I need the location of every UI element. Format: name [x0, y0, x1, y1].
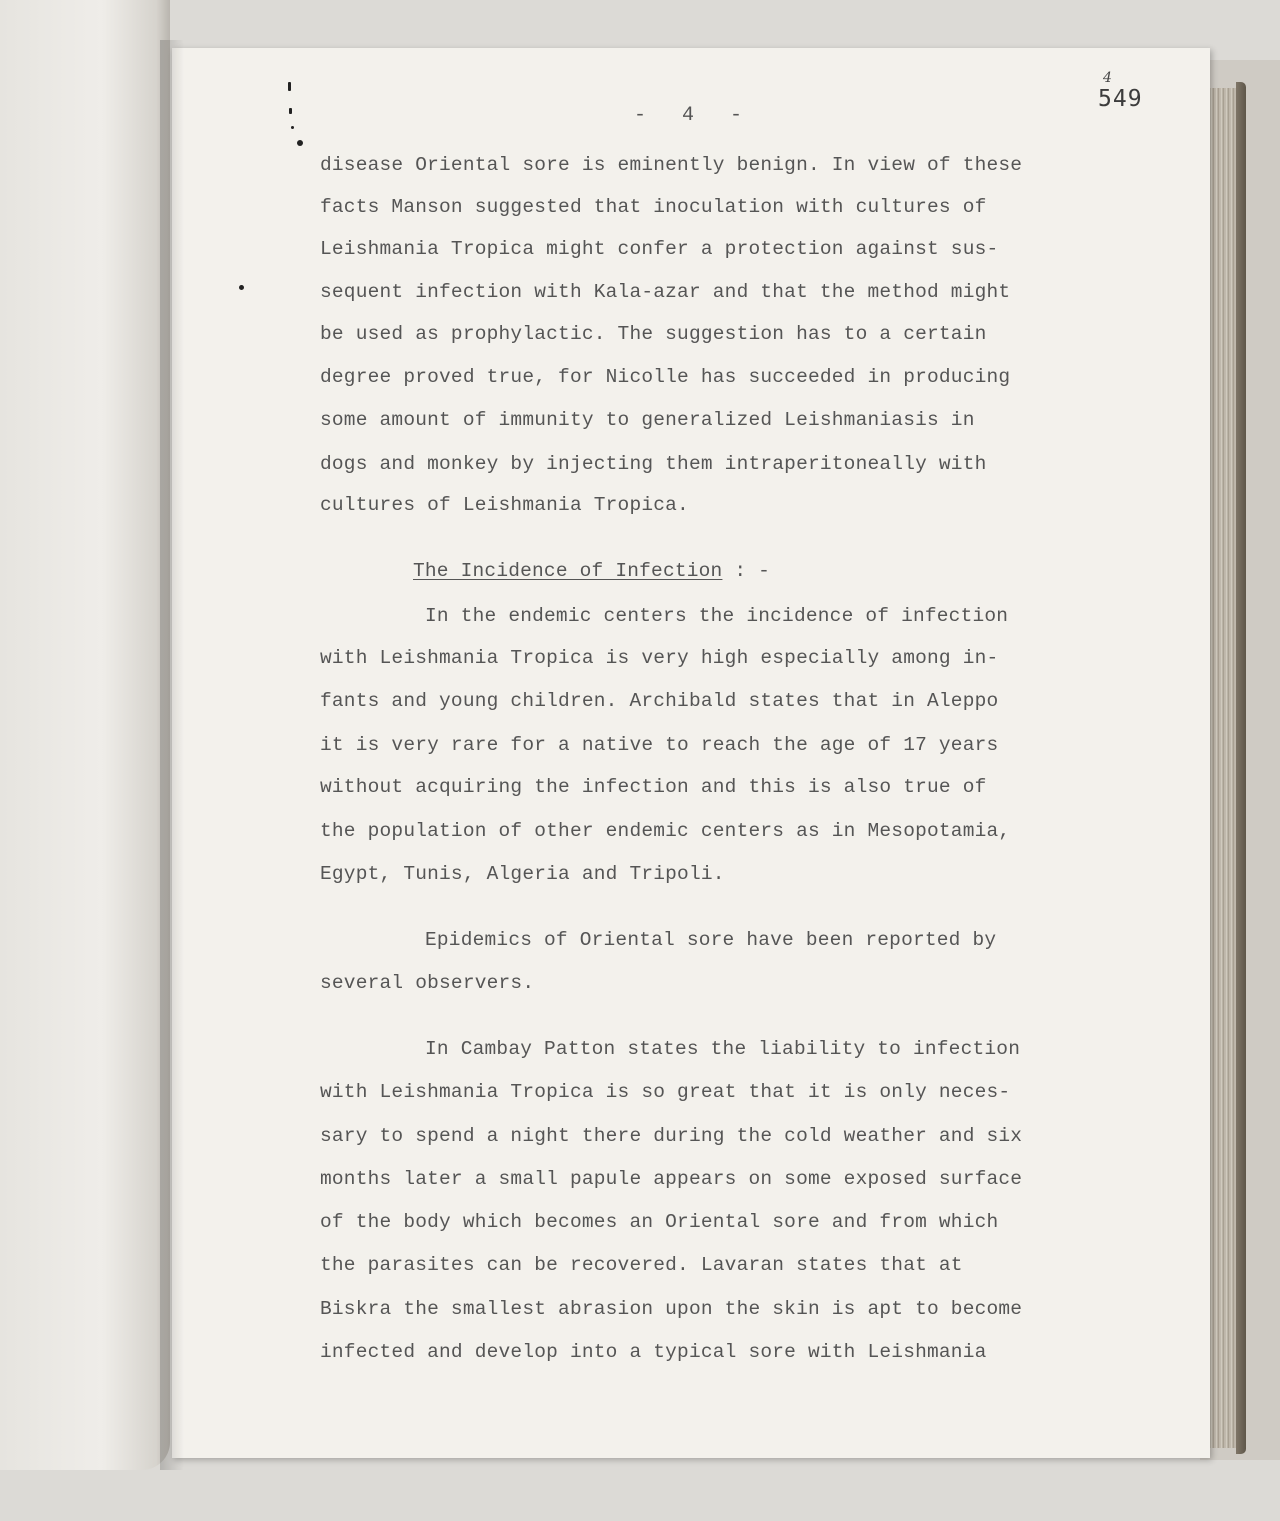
section-heading	[413, 560, 770, 582]
text-line: sequent infection with Kala-azar and that the method might	[320, 281, 1011, 303]
text-line: the population of other endemic centers as in Mesopotamia,	[320, 820, 1011, 842]
text-line: Biskra the smallest abrasion upon the skin is apt to become	[320, 1298, 1023, 1320]
page-number: - 4 -	[634, 104, 755, 127]
text-line: some amount of immunity to generalized Leishmaniasis in	[320, 409, 975, 431]
margin-mark	[288, 82, 291, 91]
text-line: degree proved true, for Nicolle has succeeded in producing	[320, 366, 1011, 388]
text-line: infected and develop into a typical sore with Leishmania	[320, 1341, 987, 1363]
text-line: cultures of Leishmania Tropica.	[320, 494, 689, 516]
margin-mark	[291, 126, 294, 129]
folio-number: 549	[1098, 86, 1143, 112]
section-heading-suffix: : -	[722, 560, 771, 582]
text-line: Leishmania Tropica might confer a protection against sus-	[320, 238, 999, 260]
margin-mark	[297, 140, 303, 146]
margin-mark	[289, 108, 292, 114]
text-line: In Cambay Patton states the liability to infection	[425, 1038, 1021, 1060]
text-line: dogs and monkey by injecting them intraperitoneally with	[320, 453, 987, 475]
text-line: fants and young children. Archibald states that in Aleppo	[320, 690, 999, 712]
previous-page-curl	[0, 0, 170, 1470]
folio-superscript: 4	[1103, 70, 1112, 86]
book-cover-edge	[1236, 82, 1246, 1454]
text-line: Egypt, Tunis, Algeria and Tripoli.	[320, 863, 725, 885]
text-line: of the body which becomes an Oriental sore and from which	[320, 1211, 999, 1233]
text-line: with Leishmania Tropica is so great that it is only neces-	[320, 1081, 1011, 1103]
margin-mark	[239, 285, 244, 290]
text-line: Epidemics of Oriental sore have been reported by	[425, 929, 997, 951]
section-heading-title: The Incidence of Infection	[413, 560, 723, 582]
text-line: disease Oriental sore is eminently benign. In view of these	[320, 154, 1023, 176]
text-line: In the endemic centers the incidence of infection	[425, 605, 1009, 627]
text-line: the parasites can be recovered. Lavaran states that at	[320, 1254, 963, 1276]
text-line: with Leishmania Tropica is very high especially among in-	[320, 647, 999, 669]
text-line: it is very rare for a native to reach the age of 17 years	[320, 734, 999, 756]
text-line: sary to spend a night there during the cold weather and six	[320, 1125, 1023, 1147]
text-line: without acquiring the infection and this is also true of	[320, 776, 987, 798]
spine-shadow	[160, 40, 184, 1470]
text-line: be used as prophylactic. The suggestion has to a certain	[320, 323, 987, 345]
text-line: months later a small papule appears on some exposed surface	[320, 1168, 1023, 1190]
text-line: several observers.	[320, 972, 535, 994]
text-line: facts Manson suggested that inoculation with cultures of	[320, 196, 987, 218]
